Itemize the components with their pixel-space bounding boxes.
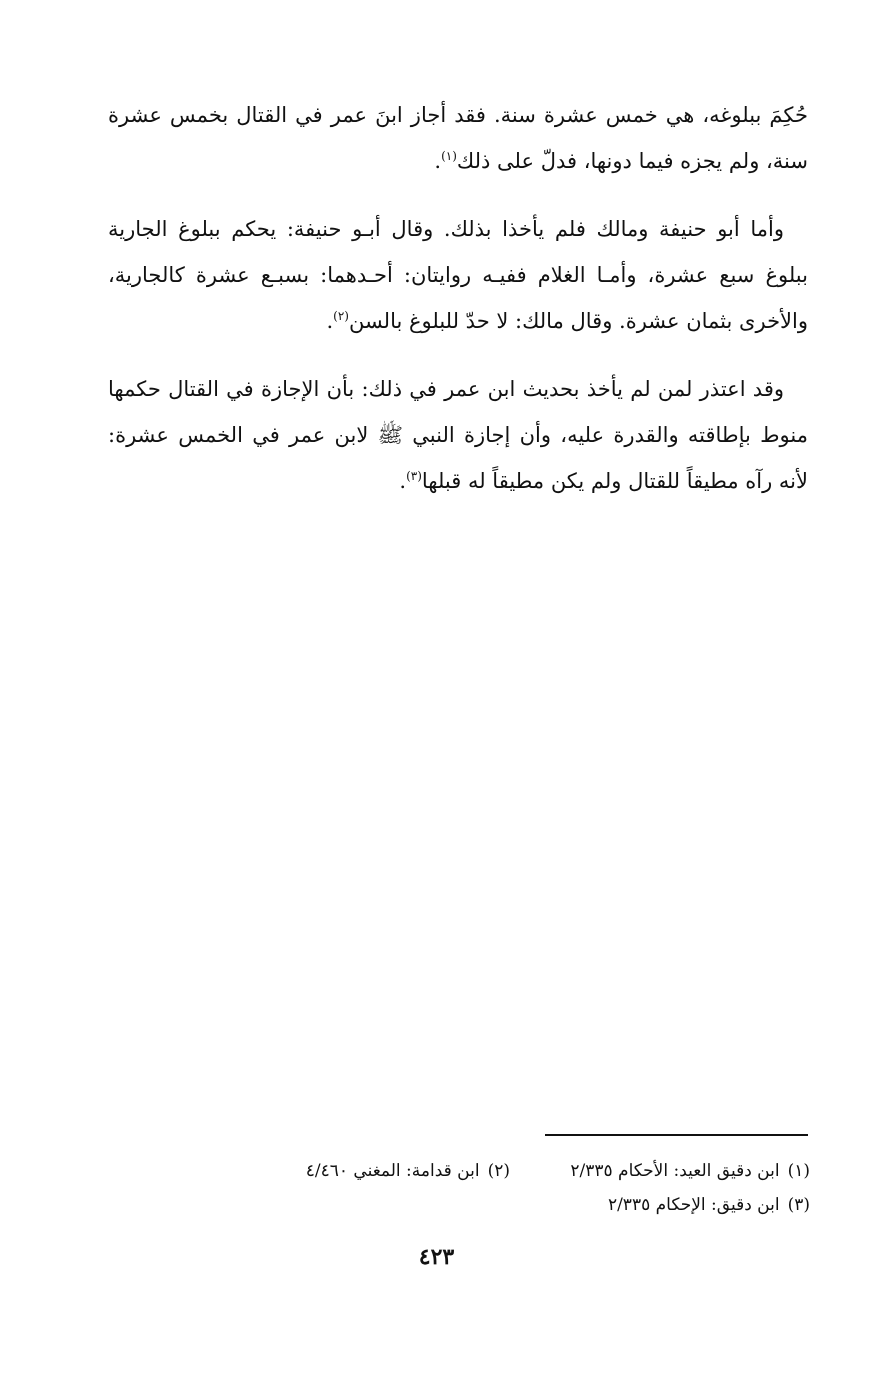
- footnote-ref-2[interactable]: (٢): [333, 309, 349, 323]
- footnote-row-1: [190, 1154, 810, 1188]
- paragraph-2-text: وأما أبو حنيفة ومالك فلم يأخذا بذلك. وقال أبـو حنيفة: يحكم ببلوغ الجارية ببلوغ سبع عشرة، وأمـا الغلام ففيـه روايتان: أحـدهما: بسبـع عشرة كالجارية، والأخرى بثمان عشرة. وقال مالك: لا حدّ للبلوغ بالسن: [108, 217, 808, 333]
- main-text: [108, 92, 808, 526]
- paragraph-3: وقد اعتذر لمن لم يأخذ بحديث ابن عمر في ذلك: بأن الإجازة في القتال حكمها منوط بإطاقته والقدرة عليه، وأن إجازة النبي ﷺ لابن عمر في الخمس عشرة: لأنه رآه مطيقاً للقتال ولم يكن مطيقاً له قبلها$^{(٣)}$.: [108, 377, 808, 493]
- footnotes: [190, 1154, 810, 1222]
- paragraph-1-text: حُكِمَ ببلوغه، هي خمس عشرة سنة. فقد أجاز ابنَ عمر في القتال بخمس عشرة سنة، ولم يجزه فيما دونها، فدلّ على ذلك: [108, 103, 808, 173]
- footnote-divider: [545, 1134, 808, 1136]
- page-number: ٤٢٣: [418, 1244, 455, 1270]
- footnote-1: (١)ابن دقيق العيد: الأحكام ٢/٣٣٥: [570, 1161, 810, 1181]
- footnote-3: (٣)ابن دقيق: الإحكام ٢/٣٣٥: [607, 1195, 810, 1215]
- paragraph-3-text: وقد اعتذر لمن لم يأخذ بحديث ابن عمر في ذلك: بأن الإجازة في القتال حكمها منوط بإطاقته والقدرة عليه، وأن إجازة النبي ﷺ لابن عمر في الخمس عشرة: لأنه رآه مطيقاً للقتال ولم يكن مطيقاً له قبلها: [108, 377, 808, 493]
- paragraph-2: وأما أبو حنيفة ومالك فلم يأخذا بذلك. وقال أبـو حنيفة: يحكم ببلوغ الجارية ببلوغ سبع عشرة، وأمـا الغلام ففيـه روايتان: أحـدهما: بسبـع عشرة كالجارية، والأخرى بثمان عشرة. وقال مالك: لا حدّ للبلوغ بالسن$^{(٢)}$.: [108, 217, 808, 333]
- paragraph-1: حُكِمَ ببلوغه، هي خمس عشرة سنة. فقد أجاز ابنَ عمر في القتال بخمس عشرة سنة، ولم يجزه فيما دونها، فدلّ على ذلك$^{(١)}$.: [108, 103, 808, 173]
- footnote-ref-1[interactable]: (١): [441, 149, 457, 163]
- footnote-2: (٢)ابن قدامة: المغني ٤/٤٦٠: [305, 1161, 510, 1181]
- footnote-row-2: [190, 1188, 810, 1222]
- footnote-ref-3[interactable]: (٣): [406, 469, 422, 483]
